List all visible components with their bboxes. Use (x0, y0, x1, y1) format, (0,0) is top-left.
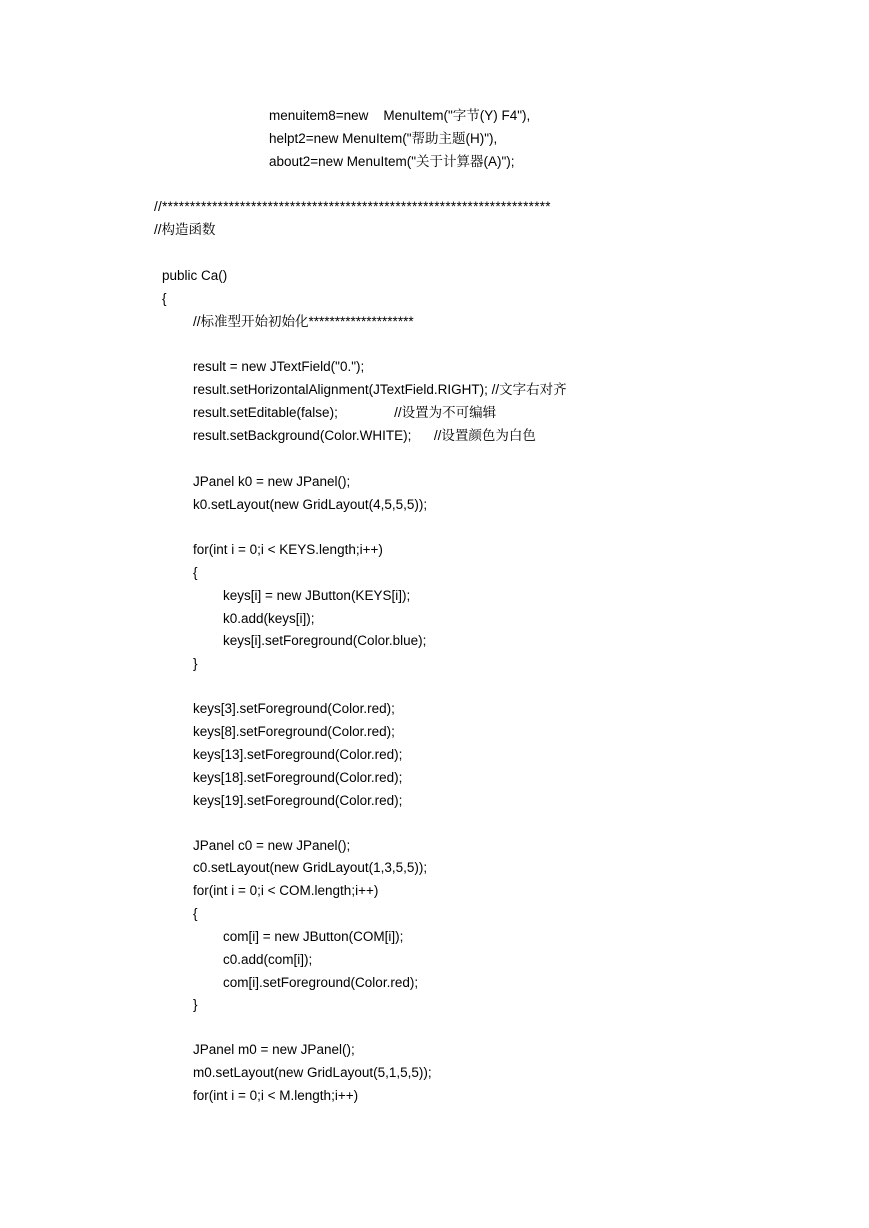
code-line-c0-new: JPanel c0 = new JPanel(); (193, 838, 351, 853)
code-line-c0-layout: c0.setLayout(new GridLayout(1,3,5,5)); (193, 860, 428, 875)
open-brace-keys: { (193, 565, 198, 580)
code-line-com-foreground: com[i].setForeground(Color.red); (223, 975, 419, 990)
code-line-result-new: result = new JTextField("0."); (193, 359, 365, 374)
code-line-helpt2: helpt2=new MenuItem("帮助主题(H)"), (269, 131, 498, 146)
code-line-menuitem8: menuitem8=new MenuItem("字节(Y) F4"), (269, 108, 531, 123)
comment-separator: //********************************************************************** (154, 199, 551, 214)
code-line-result-align: result.setHorizontalAlignment(JTextField.RIGHT); //文字右对齐 (193, 382, 567, 397)
code-line-keys13-red: keys[13].setForeground(Color.red); (193, 747, 403, 762)
code-line-for-com: for(int i = 0;i < COM.length;i++) (193, 883, 379, 898)
constructor-signature: public Ca() (162, 268, 228, 283)
code-line-k0-new: JPanel k0 = new JPanel(); (193, 474, 351, 489)
code-line-k0-add: k0.add(keys[i]); (223, 611, 315, 626)
code-line-result-background: result.setBackground(Color.WHITE); //设置颜色为白色 (193, 428, 536, 443)
code-line-keys8-red: keys[8].setForeground(Color.red); (193, 724, 395, 739)
close-brace-keys: } (193, 656, 198, 671)
code-line-k0-layout: k0.setLayout(new GridLayout(4,5,5,5)); (193, 497, 428, 512)
code-line-keys19-red: keys[19].setForeground(Color.red); (193, 793, 403, 808)
code-line-keys-new: keys[i] = new JButton(KEYS[i]); (223, 588, 411, 603)
code-line-for-keys: for(int i = 0;i < KEYS.length;i++) (193, 542, 383, 557)
code-line-keys-foreground: keys[i].setForeground(Color.blue); (223, 633, 427, 648)
open-brace: { (162, 291, 167, 306)
close-brace-com: } (193, 997, 198, 1012)
code-line-m0-layout: m0.setLayout(new GridLayout(5,1,5,5)); (193, 1065, 432, 1080)
code-line-c0-add: c0.add(com[i]); (223, 952, 313, 967)
code-line-keys3-red: keys[3].setForeground(Color.red); (193, 701, 395, 716)
open-brace-com: { (193, 906, 198, 921)
comment-constructor: //构造函数 (154, 222, 216, 237)
code-line-keys18-red: keys[18].setForeground(Color.red); (193, 770, 403, 785)
code-line-com-new: com[i] = new JButton(COM[i]); (223, 929, 404, 944)
code-line-for-m: for(int i = 0;i < M.length;i++) (193, 1088, 359, 1103)
comment-standard-init: //标准型开始初始化******************** (193, 314, 414, 329)
code-line-result-editable: result.setEditable(false); //设置为不可编辑 (193, 405, 497, 420)
code-line-m0-new: JPanel m0 = new JPanel(); (193, 1042, 355, 1057)
code-line-about2: about2=new MenuItem("关于计算器(A)"); (269, 154, 515, 169)
